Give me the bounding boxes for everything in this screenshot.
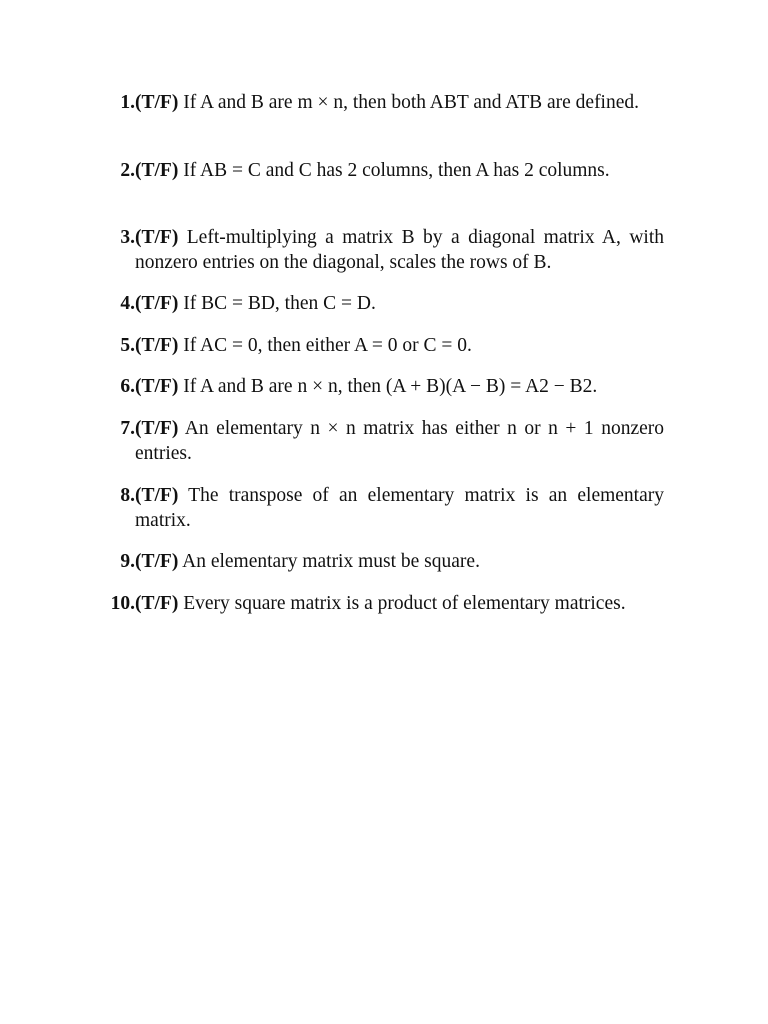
question-statement: If AB = C and C has 2 columns, then A has 2 columns.: [178, 160, 610, 181]
question-statement: If A and B are n × n, then (A + B)(A − B) = A2 − B2.: [178, 376, 598, 397]
question-9: [90, 549, 664, 574]
tf-tag: (T/F): [135, 376, 179, 397]
question-text: [135, 90, 664, 115]
question-text: [135, 291, 664, 316]
question-text: [135, 591, 664, 616]
question-text: [135, 333, 664, 358]
question-statement: Left-multiplying a matrix B by a diagonal matrix A, with nonzero entries on the diagonal, scales the rows of B.: [135, 227, 664, 273]
question-3: [90, 225, 664, 275]
question-statement: An elementary n × n matrix has either n or n + 1 nonzero entries.: [135, 418, 664, 464]
question-number: 8.: [120, 485, 135, 506]
tf-tag: (T/F): [135, 293, 179, 314]
question-statement: If BC = BD, then C = D.: [178, 293, 376, 314]
tf-tag: (T/F): [135, 92, 179, 113]
question-number: 10.: [110, 593, 135, 614]
question-text: [135, 416, 664, 466]
question-1: [90, 90, 664, 115]
question-text: [135, 549, 664, 574]
question-statement: If AC = 0, then either A = 0 or C = 0.: [178, 335, 472, 356]
question-8: [90, 483, 664, 533]
question-text: [135, 158, 664, 183]
question-number: 2.: [120, 160, 135, 181]
tf-tag: (T/F): [135, 227, 179, 248]
tf-tag: (T/F): [135, 418, 179, 439]
tf-tag: (T/F): [135, 335, 179, 356]
question-number: 3.: [120, 227, 135, 248]
question-7: [90, 416, 664, 466]
question-statement: Every square matrix is a product of elementary matrices.: [178, 593, 626, 614]
tf-tag: (T/F): [135, 551, 179, 572]
question-text: [135, 225, 664, 275]
question-number: 4.: [120, 293, 135, 314]
question-number: 6.: [120, 376, 135, 397]
tf-tag: (T/F): [135, 593, 179, 614]
question-statement: An elementary matrix must be square.: [178, 551, 480, 572]
question-number: 7.: [120, 418, 135, 439]
question-5: [90, 333, 664, 358]
question-4: [90, 291, 664, 316]
question-statement: If A and B are m × n, then both ABT and ATB are defined.: [178, 92, 640, 113]
question-number: 5.: [120, 335, 135, 356]
question-number: 1.: [120, 92, 135, 113]
question-10: [90, 591, 664, 616]
question-2: [90, 158, 664, 183]
question-text: [135, 483, 664, 533]
tf-tag: (T/F): [135, 160, 179, 181]
question-6: [90, 374, 664, 399]
question-text: [135, 374, 664, 399]
question-number: 9.: [120, 551, 135, 572]
question-statement: The transpose of an elementary matrix is an elementary matrix.: [135, 485, 664, 531]
tf-tag: (T/F): [135, 485, 179, 506]
